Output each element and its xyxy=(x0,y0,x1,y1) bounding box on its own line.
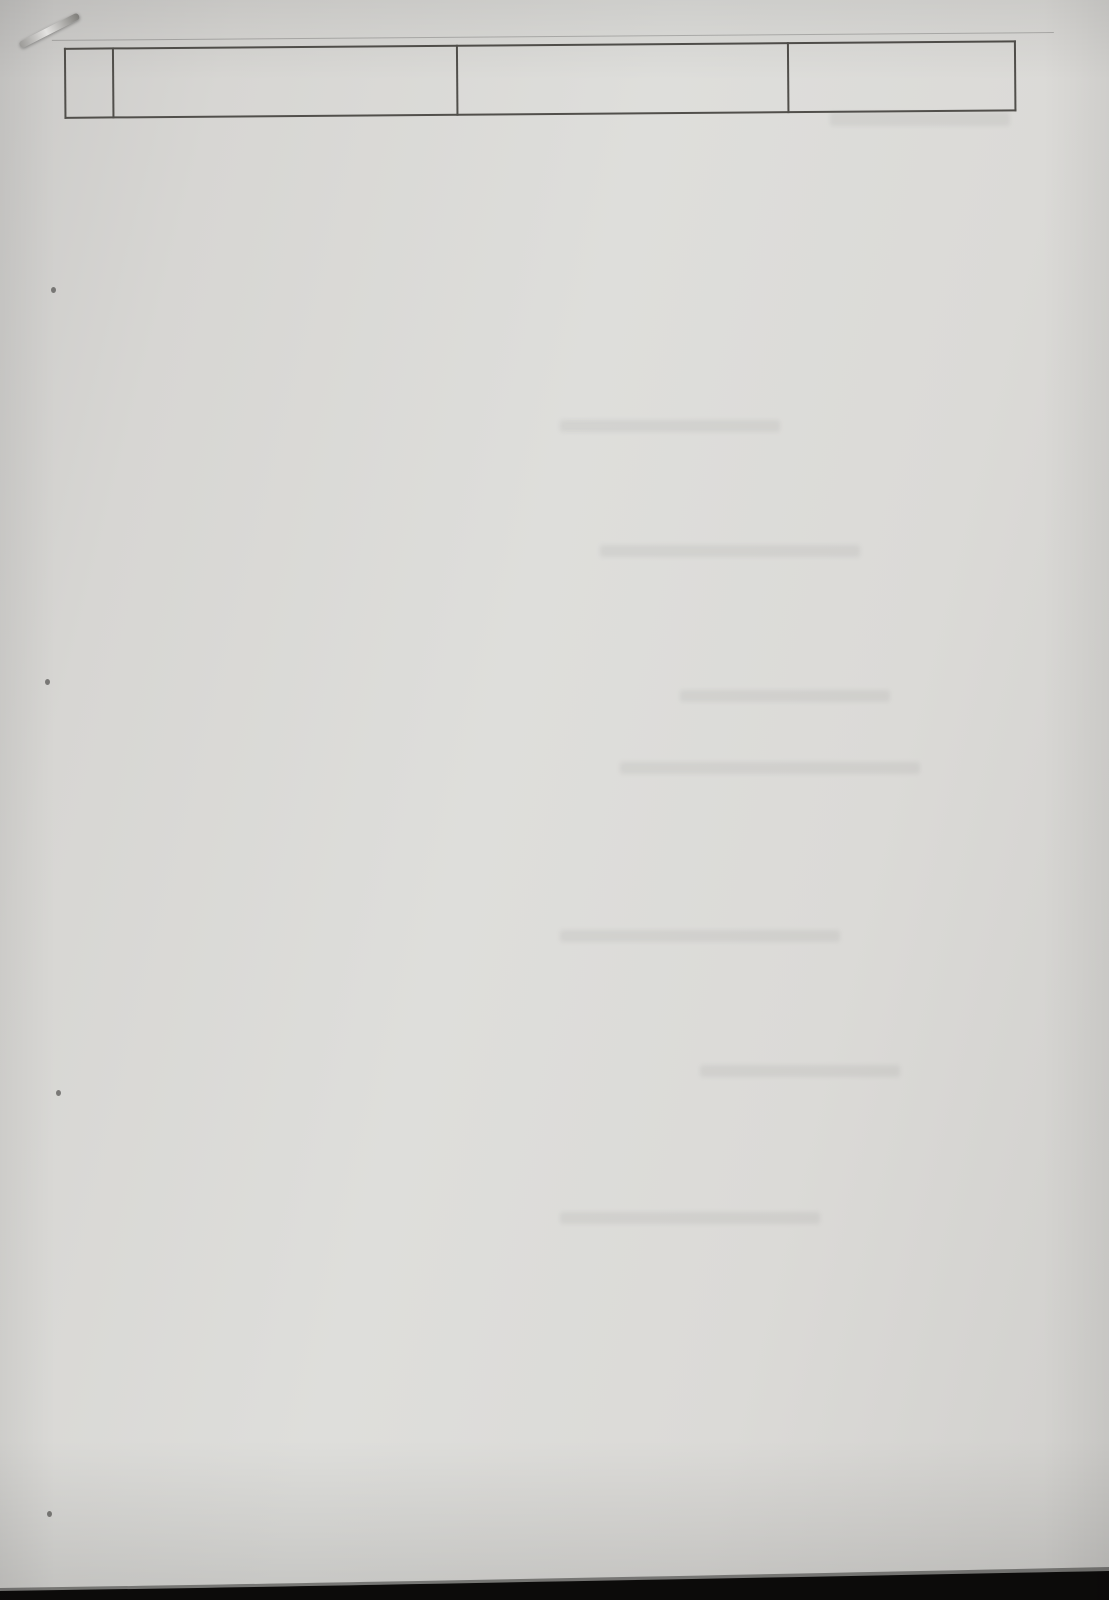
header-options xyxy=(457,43,789,115)
ink-speck xyxy=(45,679,50,685)
ink-speck xyxy=(51,287,56,293)
survey-results-table xyxy=(64,40,1017,118)
table-header-row xyxy=(65,41,1016,117)
header-percent-line2 xyxy=(790,48,1013,50)
bleed-through-mark xyxy=(560,420,780,432)
header-percent xyxy=(788,41,1016,112)
header-percent-line1 xyxy=(790,48,1013,50)
bleed-through-mark xyxy=(560,930,840,942)
ink-speck xyxy=(56,1090,61,1096)
bleed-through-mark xyxy=(600,545,860,557)
bleed-through-mark xyxy=(560,1212,820,1224)
header-question xyxy=(113,46,458,118)
photo-dark-edge xyxy=(0,1564,1109,1600)
ink-speck xyxy=(47,1511,52,1517)
header-num xyxy=(65,48,114,117)
bleed-through-mark xyxy=(620,762,920,774)
scan-shadow-line xyxy=(52,32,1054,41)
survey-table xyxy=(64,40,1015,118)
bleed-through-mark xyxy=(680,690,890,702)
bleed-through-mark xyxy=(830,112,1010,126)
document-content xyxy=(0,0,1103,119)
bleed-through-mark xyxy=(700,1065,900,1077)
